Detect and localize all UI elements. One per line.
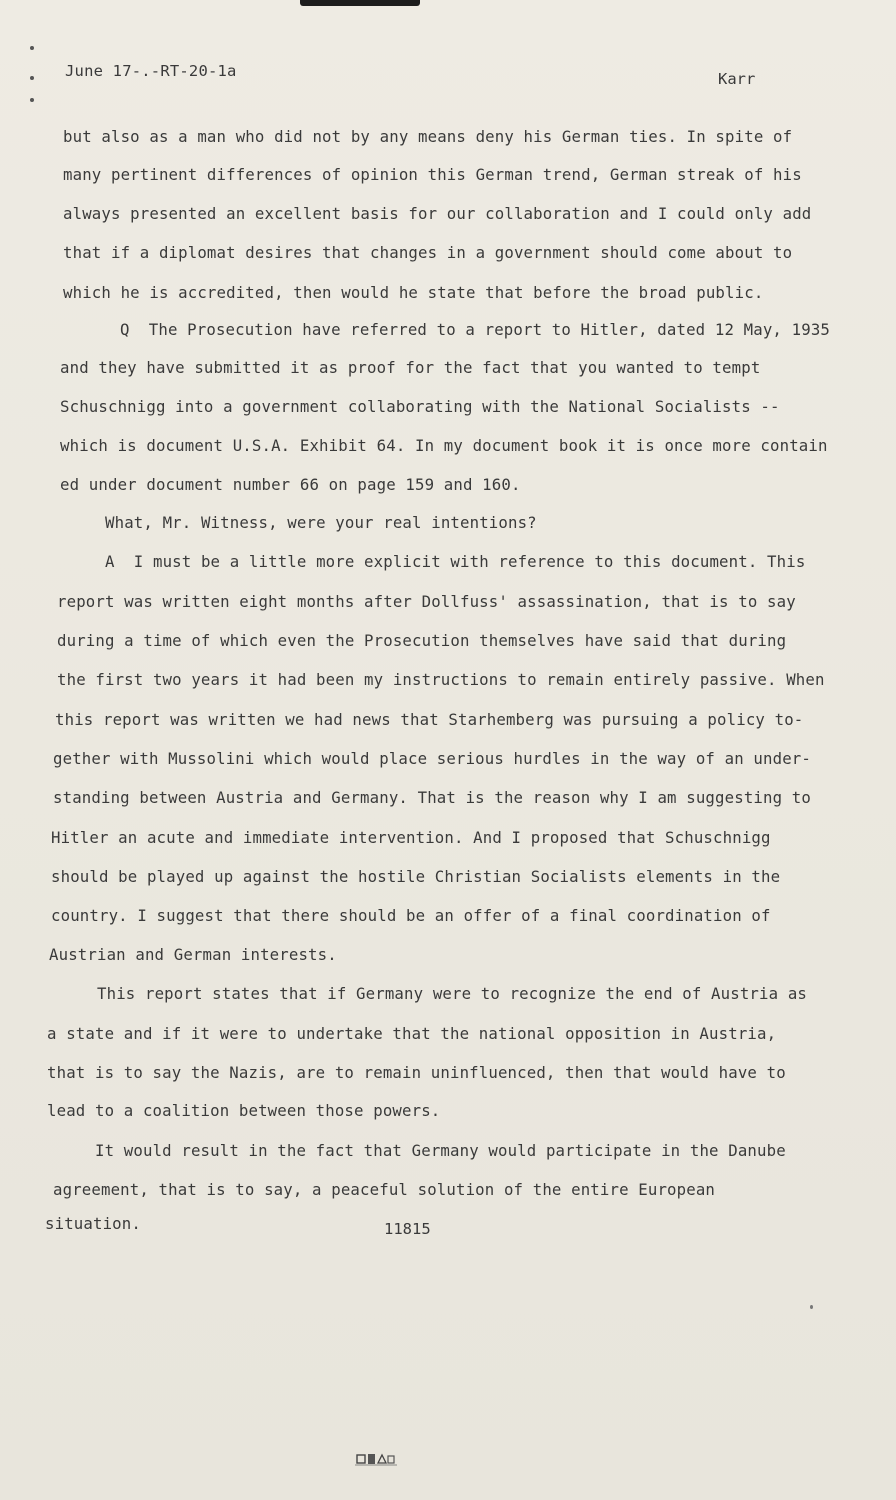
body-line: lead to a coalition between those powers. [47,1101,441,1120]
body-line: many pertinent differences of opinion this German trend, German streak of his [63,165,802,184]
punch-hole-icon [30,46,34,50]
body-line: and they have submitted it as proof for the fact that you wanted to tempt [60,358,761,377]
paper-speck [810,1305,813,1309]
body-line: It would result in the fact that Germany would participate in the Danube [95,1141,786,1160]
page-number: 11815 [384,1220,431,1238]
body-line: should be played up against the hostile Christian Socialists elements in the [51,867,781,886]
binding-strip [300,0,420,6]
body-line: A I must be a little more explicit with reference to this document. This [105,552,806,571]
body-line: that if a diplomat desires that changes in a government should come about to [63,243,793,262]
body-line: but also as a man who did not by any means deny his German ties. In spite of [63,127,793,146]
body-line: which he is accredited, then would he state that before the broad public. [63,283,764,302]
body-line: that is to say the Nazis, are to remain uninfluenced, then that would have to [47,1063,786,1082]
body-line: situation. [45,1214,141,1233]
document-reference: June 17-.-RT-20-1a [65,62,237,80]
punch-hole-icon [30,98,34,102]
body-line: always presented an excellent basis for our collaboration and I could only add [63,204,812,223]
body-line: Schuschnigg into a government collaborating with the National Socialists -- [60,397,780,416]
body-line: Q The Prosecution have referred to a report to Hitler, dated 12 May, 1935 [120,320,831,339]
body-line: agreement, that is to say, a peaceful solution of the entire European [53,1180,716,1199]
archive-stamp-icon [355,1452,397,1466]
body-line: ed under document number 66 on page 159 and 160. [60,475,521,494]
body-line: country. I suggest that there should be an offer of a final coordination of [51,906,771,925]
body-line: during a time of which even the Prosecution themselves have said that during [57,631,787,650]
body-line: which is document U.S.A. Exhibit 64. In my document book it is once more contain [60,436,828,455]
punch-hole-icon [30,76,34,80]
body-line: This report states that if Germany were to recognize the end of Austria as [97,984,808,1003]
body-line: report was written eight months after Dollfuss' assassination, that is to say [57,592,796,611]
body-line: the first two years it had been my instructions to remain entirely passive. When [57,670,825,689]
body-line: a state and if it were to undertake that the national opposition in Austria, [47,1024,777,1043]
body-line: Hitler an acute and immediate intervention. And I proposed that Schuschnigg [51,828,771,847]
body-line: What, Mr. Witness, were your real intentions? [105,513,537,532]
typist-name: Karr [718,70,756,88]
body-line: standing between Austria and Germany. That is the reason why I am suggesting to [53,788,811,807]
body-line: gether with Mussolini which would place serious hurdles in the way of an under- [53,749,811,768]
body-line: this report was written we had news that Starhemberg was pursuing a policy to- [55,710,804,729]
body-line: Austrian and German interests. [49,945,337,964]
